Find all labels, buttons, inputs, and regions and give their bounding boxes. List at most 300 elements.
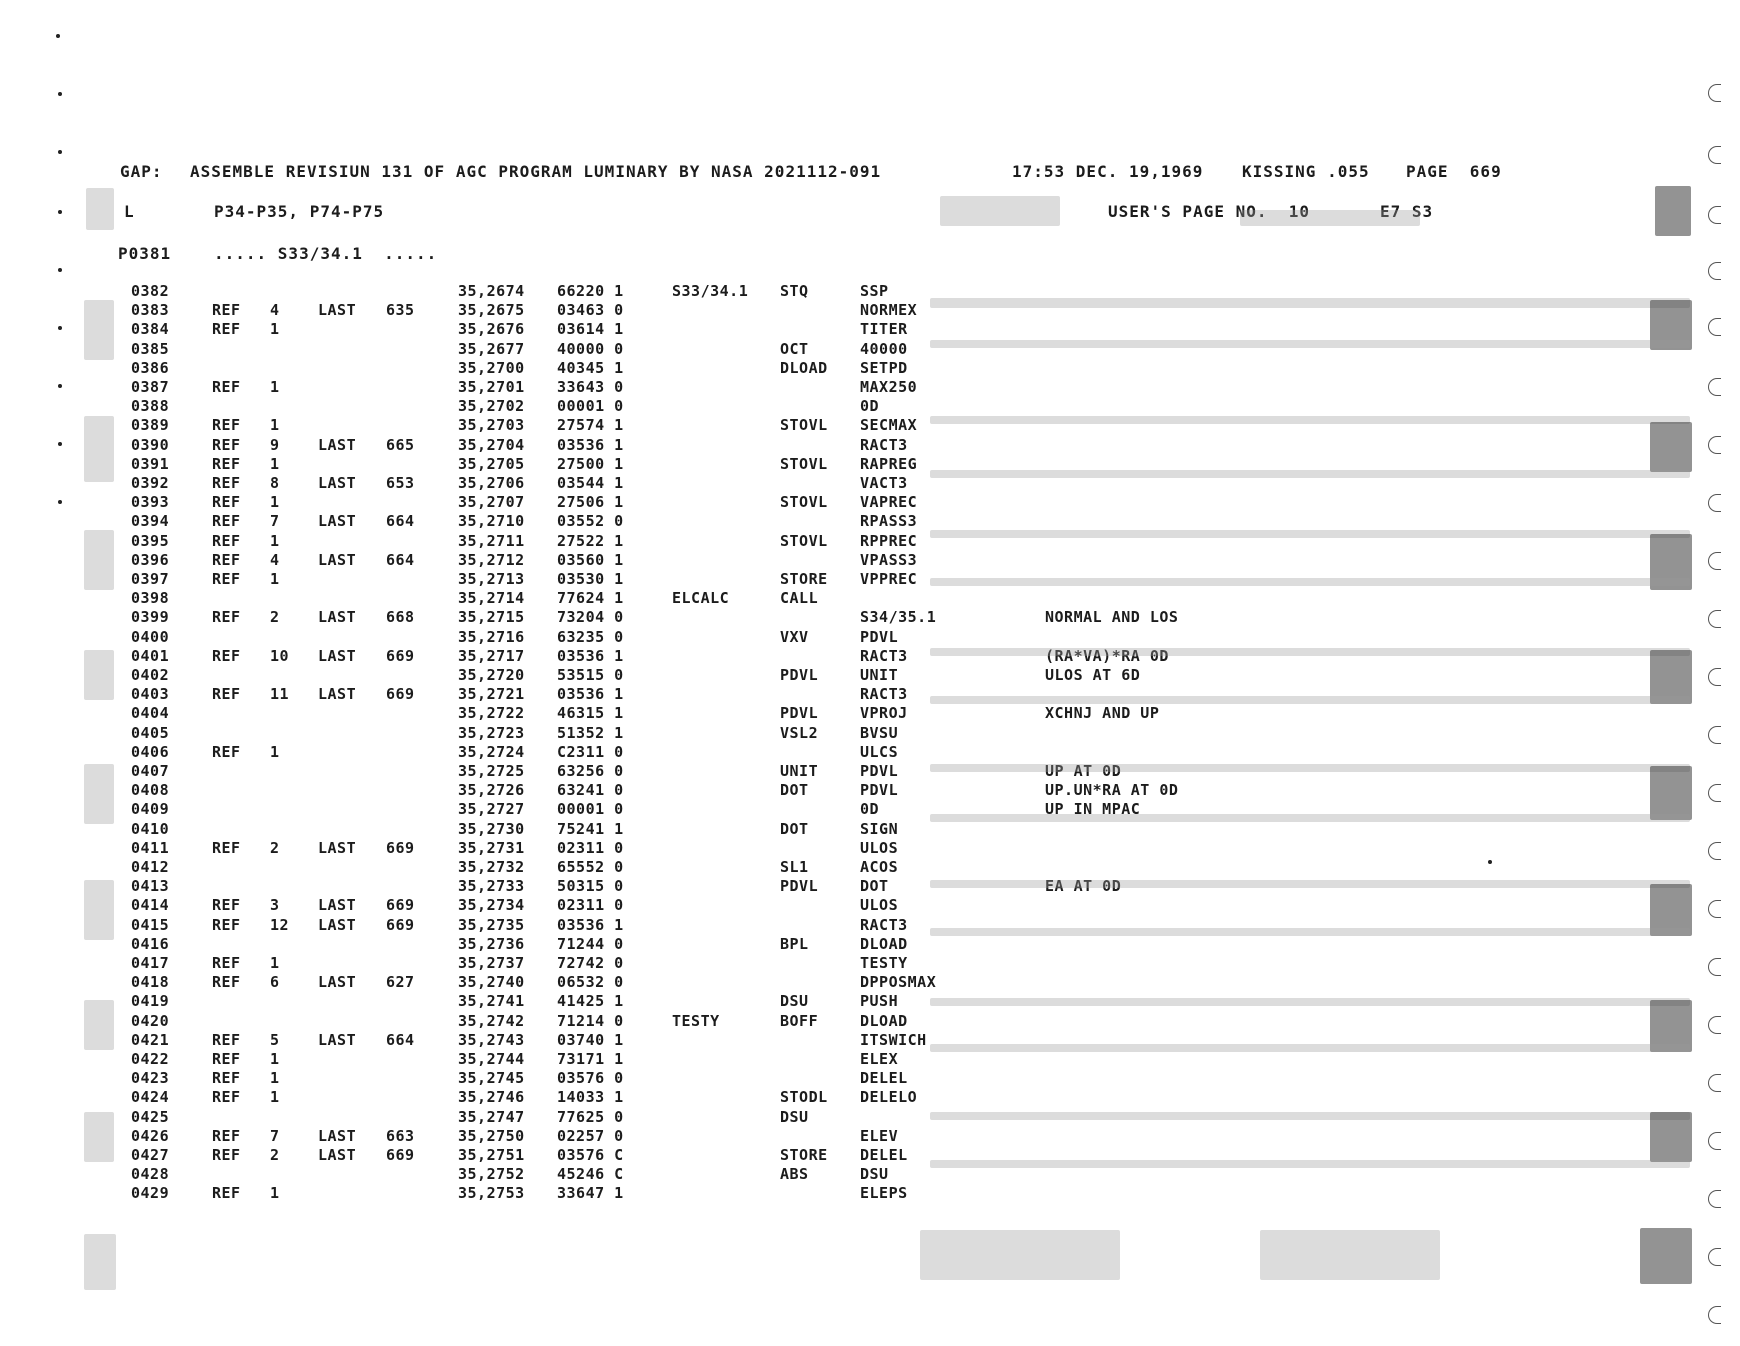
listing-row [0, 628, 1740, 647]
listing-row [0, 397, 1740, 416]
row-ref-marker: REF [212, 301, 241, 320]
row-address: 35,2716 [458, 627, 525, 646]
scan-smudge [84, 416, 114, 482]
row-opcode: STQ [780, 282, 809, 300]
row-octal-word: 41425 1 [557, 992, 624, 1011]
row-octal-word: 00001 0 [557, 397, 624, 416]
row-address: 35,2735 [458, 915, 525, 934]
row-octal-word: 03536 1 [557, 435, 624, 454]
header-l-label: L [124, 202, 135, 221]
row-ref-count: 7 [270, 1126, 280, 1145]
scan-smudge [1655, 186, 1691, 236]
listing-row [0, 1165, 1740, 1184]
row-octal-word: 73204 0 [557, 608, 624, 627]
feed-hole [1708, 552, 1721, 570]
listing-row [0, 839, 1740, 858]
scan-smudge [86, 188, 114, 230]
row-line-number: 0423 [131, 1069, 170, 1088]
row-operand: VPASS3 [860, 550, 918, 569]
row-operand: RPASS3 [860, 512, 918, 531]
row-operand: RACT3 [860, 915, 908, 934]
row-address: 35,2711 [458, 531, 525, 550]
listing-row [0, 935, 1740, 954]
scan-smudge [84, 1000, 114, 1050]
row-line-number: 0402 [131, 666, 170, 684]
listing-row [0, 896, 1740, 915]
row-octal-word: 03614 1 [557, 320, 624, 339]
row-octal-word: 00001 0 [557, 800, 624, 819]
row-line-number: 0398 [131, 589, 170, 608]
listing-row [0, 512, 1740, 531]
row-address: 35,2722 [458, 704, 525, 723]
feed-hole [1708, 1306, 1721, 1324]
scan-smudge [1640, 1228, 1692, 1284]
row-ref-marker: REF [212, 435, 241, 454]
row-ref-count: 1 [270, 1069, 280, 1088]
row-octal-word: 27500 1 [557, 454, 624, 473]
row-ref-count: 1 [270, 570, 280, 588]
listing-row [0, 378, 1740, 397]
row-line-number: 0391 [131, 454, 170, 473]
row-octal-word: 71214 0 [557, 1011, 624, 1030]
row-opcode: BPL [780, 934, 809, 953]
row-octal-word: 40345 1 [557, 358, 624, 377]
row-opcode: STOVL [780, 531, 828, 550]
row-operand: SSP [860, 282, 889, 300]
header-line-id: P0381 [118, 244, 172, 263]
row-operand: DLOAD [860, 934, 908, 953]
header-page-number: PAGE 669 [1406, 162, 1502, 181]
row-last-page: 665 [386, 435, 415, 454]
row-octal-word: 65552 0 [557, 858, 624, 876]
row-octal-word: 63241 0 [557, 781, 624, 800]
scan-smudge [930, 416, 1690, 424]
row-line-number: 0416 [131, 934, 170, 953]
row-ref-count: 2 [270, 608, 280, 627]
row-opcode: VXV [780, 627, 809, 646]
row-comment: UP IN MPAC [1045, 800, 1141, 819]
margin-mark [58, 150, 62, 154]
listing-row [0, 666, 1740, 685]
row-address: 35,2741 [458, 992, 525, 1011]
row-last-page: 669 [386, 646, 415, 665]
row-ref-marker: REF [212, 1069, 241, 1088]
row-address: 35,2717 [458, 646, 525, 665]
row-operand: ITSWICH [860, 1030, 927, 1049]
row-octal-word: 40000 0 [557, 339, 624, 358]
listing-row [0, 743, 1740, 762]
row-address: 35,2677 [458, 339, 525, 358]
row-line-number: 0399 [131, 608, 170, 627]
row-address: 35,2726 [458, 781, 525, 800]
row-octal-word: 03552 0 [557, 512, 624, 531]
row-ref-count: 1 [270, 416, 280, 435]
row-ref-count: 1 [270, 378, 280, 396]
row-octal-word: 14033 1 [557, 1088, 624, 1107]
scan-smudge [930, 1160, 1690, 1168]
feed-hole [1708, 726, 1721, 744]
row-operand: DPPOSMAX [860, 973, 937, 992]
row-ref-marker: REF [212, 454, 241, 473]
row-line-number: 0385 [131, 339, 170, 358]
row-last-marker: LAST [318, 550, 357, 569]
scan-smudge [84, 300, 114, 360]
row-last-marker: LAST [318, 838, 357, 857]
row-line-number: 0422 [131, 1050, 170, 1068]
row-ref-count: 9 [270, 435, 280, 454]
row-ref-count: 6 [270, 973, 280, 992]
row-last-page: 664 [386, 1030, 415, 1049]
row-line-number: 0411 [131, 838, 170, 857]
scan-smudge [84, 880, 114, 940]
row-opcode: DLOAD [780, 358, 828, 377]
row-address: 35,2707 [458, 493, 525, 512]
row-ref-marker: REF [212, 474, 241, 492]
margin-mark [58, 442, 62, 446]
row-last-page: 664 [386, 512, 415, 531]
feed-hole [1708, 84, 1721, 102]
row-octal-word: 50315 0 [557, 877, 624, 896]
row-operand: SETPD [860, 358, 908, 377]
row-last-page: 663 [386, 1126, 415, 1145]
row-last-page: 635 [386, 301, 415, 320]
row-address: 35,2675 [458, 301, 525, 320]
row-line-number: 0415 [131, 915, 170, 934]
row-ref-marker: REF [212, 973, 241, 992]
row-ref-marker: REF [212, 493, 241, 512]
row-line-number: 0387 [131, 378, 170, 396]
row-ref-marker: REF [212, 915, 241, 934]
row-line-number: 0408 [131, 781, 170, 800]
row-opcode: DOT [780, 781, 809, 800]
row-octal-word: 63235 0 [557, 627, 624, 646]
row-ref-marker: REF [212, 1126, 241, 1145]
row-comment: NORMAL AND LOS [1045, 608, 1179, 627]
row-address: 35,2743 [458, 1030, 525, 1049]
row-octal-word: 03576 C [557, 1146, 624, 1164]
row-address: 35,2751 [458, 1146, 525, 1164]
margin-mark [58, 326, 62, 330]
row-line-number: 0407 [131, 762, 170, 780]
margin-mark [1488, 860, 1492, 864]
scan-smudge [84, 764, 114, 824]
row-ref-count: 1 [270, 742, 280, 761]
row-line-number: 0412 [131, 858, 170, 876]
listing-row [0, 954, 1740, 973]
feed-hole [1708, 842, 1721, 860]
row-address: 35,2744 [458, 1050, 525, 1068]
row-address: 35,2714 [458, 589, 525, 608]
row-operand: DOT [860, 877, 889, 896]
feed-hole [1708, 318, 1721, 336]
row-address: 35,2713 [458, 570, 525, 588]
feed-hole [1708, 668, 1721, 686]
row-operand: MAX250 [860, 378, 918, 396]
row-last-marker: LAST [318, 685, 357, 704]
scan-smudge [930, 880, 1690, 888]
header-code: E7 S3 [1380, 202, 1434, 221]
row-opcode: VSL2 [780, 723, 819, 742]
listing-row [0, 1088, 1740, 1107]
row-opcode: UNIT [780, 762, 819, 780]
row-operand: PUSH [860, 992, 899, 1011]
row-octal-word: C2311 0 [557, 742, 624, 761]
row-octal-word: 03544 1 [557, 474, 624, 492]
scan-smudge [930, 530, 1690, 538]
margin-mark [58, 268, 62, 272]
row-ref-marker: REF [212, 838, 241, 857]
row-operand: NORMEX [860, 301, 918, 320]
row-line-number: 0418 [131, 973, 170, 992]
row-operand: DELELO [860, 1088, 918, 1107]
listing-row [0, 608, 1740, 627]
row-last-marker: LAST [318, 435, 357, 454]
row-address: 35,2715 [458, 608, 525, 627]
scan-smudge [930, 814, 1690, 822]
row-ref-count: 2 [270, 1146, 280, 1164]
row-opcode: SL1 [780, 858, 809, 876]
row-last-marker: LAST [318, 608, 357, 627]
row-octal-word: 06532 0 [557, 973, 624, 992]
row-operand: VAPREC [860, 493, 918, 512]
row-address: 35,2703 [458, 416, 525, 435]
row-octal-word: 03536 1 [557, 915, 624, 934]
listing-row [0, 1127, 1740, 1146]
row-last-page: 627 [386, 973, 415, 992]
row-last-marker: LAST [318, 301, 357, 320]
row-ref-count: 10 [270, 646, 290, 665]
row-operand: RPPREC [860, 531, 918, 550]
row-operand: TITER [860, 320, 908, 339]
row-ref-marker: REF [212, 550, 241, 569]
row-opcode: STOVL [780, 493, 828, 512]
row-octal-word: 73171 1 [557, 1050, 624, 1068]
row-opcode: PDVL [780, 666, 819, 684]
row-ref-count: 1 [270, 493, 280, 512]
row-octal-word: 27506 1 [557, 493, 624, 512]
row-octal-word: 72742 0 [557, 954, 624, 972]
listing-row [0, 551, 1740, 570]
row-ref-marker: REF [212, 320, 241, 339]
row-last-marker: LAST [318, 1030, 357, 1049]
row-last-marker: LAST [318, 512, 357, 531]
listing-row [0, 704, 1740, 723]
row-address: 35,2720 [458, 666, 525, 684]
row-comment: (RA*VA)*RA 0D [1045, 646, 1169, 665]
feed-hole [1708, 1190, 1721, 1208]
scan-smudge [1240, 210, 1420, 226]
header-timestamp: 17:53 DEC. 19,1969 [1012, 162, 1204, 181]
row-octal-word: 03740 1 [557, 1030, 624, 1049]
row-label: S33/34.1 [672, 282, 749, 300]
row-operand: SECMAX [860, 416, 918, 435]
row-ref-marker: REF [212, 416, 241, 435]
row-operand: 40000 [860, 339, 908, 358]
row-operand: PDVL [860, 762, 899, 780]
row-last-page: 669 [386, 838, 415, 857]
header-gap-label: GAP: [120, 162, 163, 181]
row-octal-word: 71244 0 [557, 934, 624, 953]
row-operand: RAPREG [860, 454, 918, 473]
scan-smudge [930, 578, 1690, 586]
row-address: 35,2750 [458, 1126, 525, 1145]
row-opcode: STODL [780, 1088, 828, 1107]
row-ref-marker: REF [212, 685, 241, 704]
row-ref-marker: REF [212, 646, 241, 665]
row-operand: RACT3 [860, 685, 908, 704]
row-address: 35,2727 [458, 800, 525, 819]
feed-hole [1708, 436, 1721, 454]
row-comment: ULOS AT 6D [1045, 666, 1141, 684]
scan-smudge [84, 650, 114, 700]
row-ref-count: 8 [270, 474, 280, 492]
row-line-number: 0425 [131, 1107, 170, 1126]
row-ref-count: 5 [270, 1030, 280, 1049]
row-octal-word: 66220 1 [557, 282, 624, 300]
row-ref-count: 7 [270, 512, 280, 531]
row-ref-count: 4 [270, 550, 280, 569]
scan-smudge [84, 1234, 116, 1290]
row-opcode: CALL [780, 589, 819, 608]
row-opcode: DOT [780, 819, 809, 838]
feed-hole [1708, 494, 1721, 512]
row-operand: VPPREC [860, 570, 918, 588]
scan-smudge [940, 196, 1060, 226]
row-operand: VPROJ [860, 704, 908, 723]
listing-row [0, 320, 1740, 339]
row-octal-word: 46315 1 [557, 704, 624, 723]
row-last-page: 668 [386, 608, 415, 627]
row-address: 35,2730 [458, 819, 525, 838]
row-ref-marker: REF [212, 1088, 241, 1107]
row-line-number: 0382 [131, 282, 170, 300]
row-address: 35,2752 [458, 1165, 525, 1184]
header-users-page: USER'S PAGE NO. 10 [1108, 202, 1311, 221]
row-operand: ULOS [860, 838, 899, 857]
row-octal-word: 77624 1 [557, 589, 624, 608]
row-line-number: 0395 [131, 531, 170, 550]
row-octal-word: 33647 1 [557, 1184, 624, 1203]
row-operand: ULOS [860, 896, 899, 915]
row-opcode: OCT [780, 339, 809, 358]
row-ref-marker: REF [212, 1050, 241, 1068]
scan-smudge [1260, 1230, 1440, 1280]
row-last-page: 669 [386, 896, 415, 915]
row-operand: 0D [860, 800, 880, 819]
row-operand: S34/35.1 [860, 608, 937, 627]
scan-smudge [930, 998, 1690, 1006]
row-octal-word: 75241 1 [557, 819, 624, 838]
listing-row [0, 436, 1740, 455]
row-address: 35,2724 [458, 742, 525, 761]
scan-smudge [920, 1230, 1120, 1280]
header-assembly-title: ASSEMBLE REVISIUN 131 OF AGC PROGRAM LUMINARY BY NASA 2021112-091 [190, 162, 882, 181]
row-ref-marker: REF [212, 570, 241, 588]
row-operand: SIGN [860, 819, 899, 838]
row-octal-word: 03576 0 [557, 1069, 624, 1088]
row-address: 35,2733 [458, 877, 525, 896]
row-address: 35,2745 [458, 1069, 525, 1088]
row-line-number: 0417 [131, 954, 170, 972]
row-address: 35,2736 [458, 934, 525, 953]
scan-smudge [1650, 1112, 1692, 1162]
scan-smudge [1650, 422, 1692, 472]
row-octal-word: 51352 1 [557, 723, 624, 742]
row-ref-count: 1 [270, 954, 280, 972]
row-address: 35,2721 [458, 685, 525, 704]
listing-row [0, 359, 1740, 378]
row-opcode: STORE [780, 570, 828, 588]
row-ref-marker: REF [212, 1146, 241, 1164]
row-last-marker: LAST [318, 646, 357, 665]
row-line-number: 0393 [131, 493, 170, 512]
row-ref-count: 11 [270, 685, 290, 704]
row-comment: UP AT 0D [1045, 762, 1122, 780]
row-octal-word: 33643 0 [557, 378, 624, 396]
header-kissing: KISSING .055 [1242, 162, 1370, 181]
row-last-marker: LAST [318, 973, 357, 992]
row-last-page: 664 [386, 550, 415, 569]
row-address: 35,2705 [458, 454, 525, 473]
row-line-number: 0394 [131, 512, 170, 531]
row-operand: TESTY [860, 954, 908, 972]
listing-row [0, 1184, 1740, 1203]
row-line-number: 0420 [131, 1011, 170, 1030]
feed-hole [1708, 900, 1721, 918]
row-ref-marker: REF [212, 512, 241, 531]
row-octal-word: 63256 0 [557, 762, 624, 780]
margin-mark [58, 384, 62, 388]
row-opcode: DSU [780, 992, 809, 1011]
row-octal-word: 03463 0 [557, 301, 624, 320]
feed-hole [1708, 610, 1721, 628]
scan-smudge [1650, 766, 1692, 820]
row-address: 35,2734 [458, 896, 525, 915]
row-line-number: 0400 [131, 627, 170, 646]
row-line-number: 0424 [131, 1088, 170, 1107]
row-line-number: 0396 [131, 550, 170, 569]
scan-smudge [930, 1112, 1690, 1120]
feed-hole [1708, 1074, 1721, 1092]
row-line-number: 0392 [131, 474, 170, 492]
row-octal-word: 27522 1 [557, 531, 624, 550]
scan-smudge [930, 648, 1690, 656]
feed-hole [1708, 1248, 1721, 1266]
feed-hole [1708, 1132, 1721, 1150]
row-address: 35,2747 [458, 1107, 525, 1126]
row-line-number: 0421 [131, 1030, 170, 1049]
row-octal-word: 03536 1 [557, 646, 624, 665]
row-opcode: ABS [780, 1165, 809, 1184]
listing-row [0, 781, 1740, 800]
row-operand: DELEL [860, 1146, 908, 1164]
listing-row [0, 493, 1740, 512]
row-address: 35,2700 [458, 358, 525, 377]
row-octal-word: 03536 1 [557, 685, 624, 704]
row-line-number: 0401 [131, 646, 170, 665]
row-address: 35,2753 [458, 1184, 525, 1203]
row-line-number: 0427 [131, 1146, 170, 1164]
listing-row [0, 1012, 1740, 1031]
row-octal-word: 03560 1 [557, 550, 624, 569]
scan-smudge [930, 298, 1690, 308]
scan-smudge [930, 928, 1690, 936]
row-ref-count: 1 [270, 1050, 280, 1068]
row-opcode: DSU [780, 1107, 809, 1126]
row-line-number: 0428 [131, 1165, 170, 1184]
row-opcode: STOVL [780, 454, 828, 473]
row-address: 35,2740 [458, 973, 525, 992]
